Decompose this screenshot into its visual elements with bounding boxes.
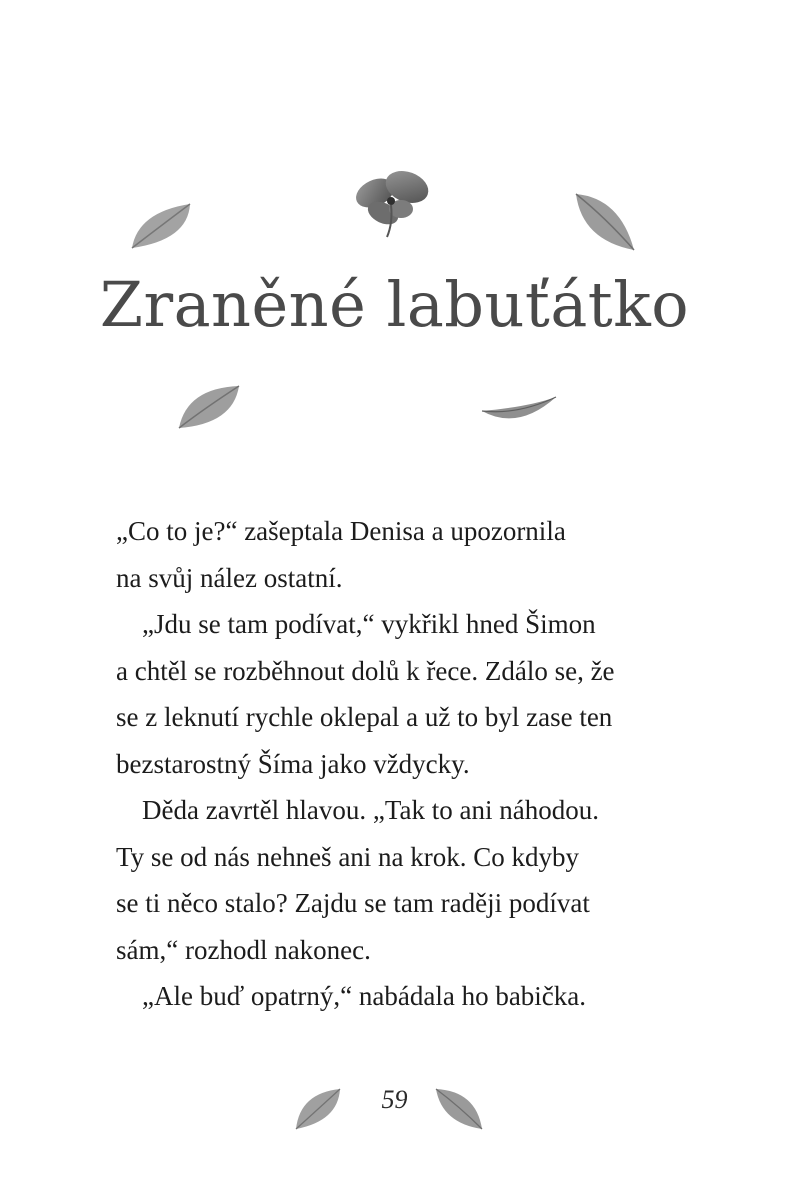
text-line: na svůj nález ostatní. — [116, 562, 343, 593]
text-line: sám,“ rozhodl nakonec. — [116, 934, 371, 965]
text-line: a chtěl se rozběhnout dolů k řece. Zdálo se, že — [116, 655, 615, 686]
text-line: bezstarostný Šíma jako vždycky. — [116, 748, 470, 779]
paragraph — [116, 601, 686, 787]
leaf-icon — [478, 393, 560, 429]
page-number: 59 — [381, 1085, 408, 1114]
body-text — [116, 508, 686, 1020]
leaf-icon — [128, 200, 198, 252]
leaf-icon — [175, 380, 243, 432]
leaf-icon — [432, 1085, 486, 1133]
text-line: Ty se od nás nehneš ani na krok. Co kdyby — [116, 841, 580, 872]
text-line: „Co to je?“ zašeptala Denisa a upozornila — [116, 516, 566, 546]
text-line: „Ale buď opatrný,“ nabádala ho babička. — [142, 981, 587, 1011]
flower-icon — [345, 165, 440, 240]
paragraph — [116, 787, 686, 973]
leaf-icon — [570, 190, 638, 254]
text-line: Děda zavrtěl hlavou. „Tak to ani náhodou. — [142, 795, 599, 825]
paragraph — [116, 508, 686, 601]
paragraph — [116, 973, 686, 1020]
text-line: se z leknutí rychle oklepal a už to byl zase ten — [116, 702, 613, 732]
text-line: „Jdu se tam podívat,“ vykřikl hned Šimon — [142, 609, 596, 639]
chapter-title: Zraněné labuťátko — [99, 268, 690, 341]
text-line: se ti něco stalo? Zajdu se tam raději podívat — [116, 888, 590, 918]
